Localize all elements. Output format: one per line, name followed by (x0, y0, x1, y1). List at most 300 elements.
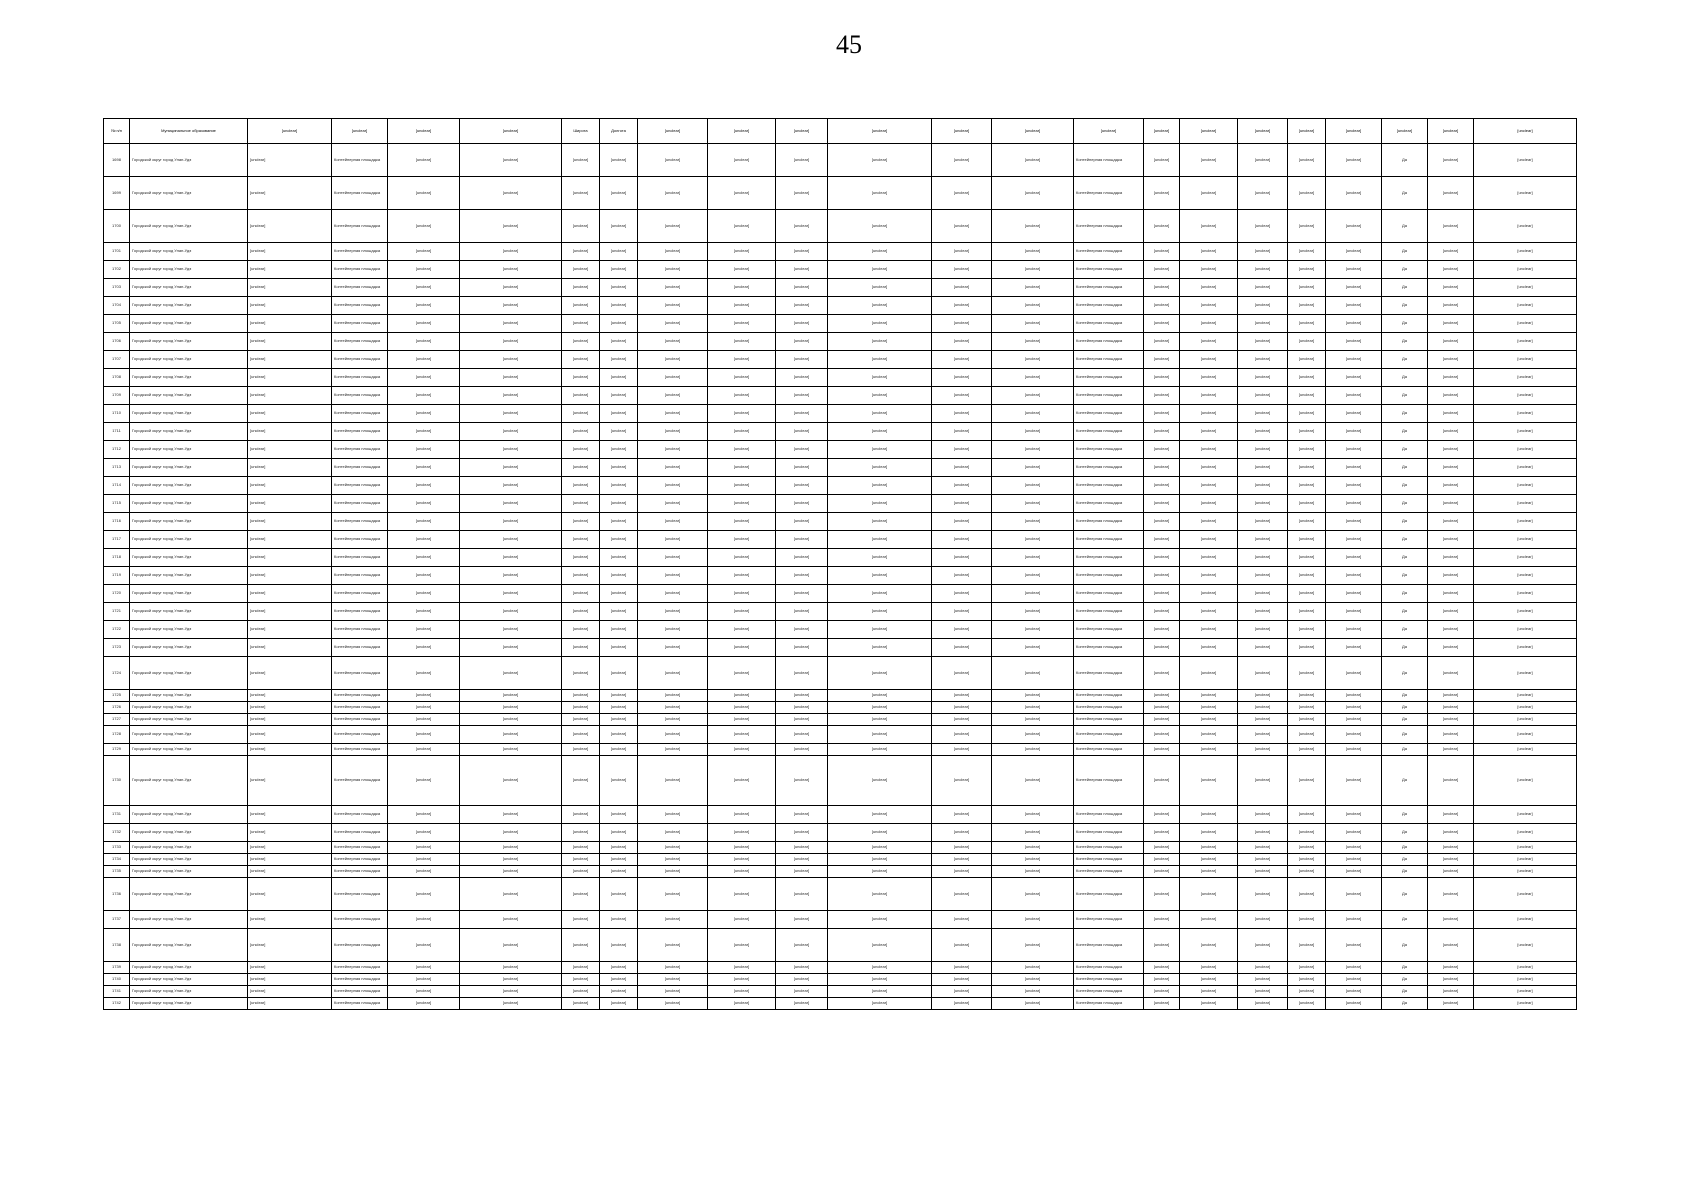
table-cell: [unclear] (638, 567, 708, 585)
table-cell: Да (1382, 824, 1428, 842)
table-row (104, 842, 1577, 854)
table-cell: [unclear] (776, 998, 828, 1010)
table-cell: [unclear] (1288, 744, 1326, 756)
table-cell: Контейнерная площадка (332, 854, 388, 866)
table-cell: Контейнерная площадка (332, 567, 388, 585)
table-cell: [unclear] (708, 177, 776, 210)
table-cell: 1739 (104, 962, 130, 974)
table-cell: [unclear] (248, 495, 332, 513)
table-cell: [unclear] (776, 351, 828, 369)
table-cell: [unclear] (1326, 690, 1382, 702)
table-cell: [unclear] (1144, 726, 1180, 744)
table-cell: 1703 (104, 279, 130, 297)
table-cell: [unclear] (1326, 806, 1382, 824)
table-cell: [unclear] (1238, 459, 1288, 477)
table-row (104, 603, 1577, 621)
table-cell: Городской округ город Улан-Удэ (130, 866, 248, 878)
table-cell: [unclear] (828, 513, 932, 531)
table-cell: [unclear] (828, 333, 932, 351)
table-cell: [unclear] (828, 842, 932, 854)
table-cell: [unclear] (562, 297, 600, 315)
table-cell: [unclear] (1180, 621, 1238, 639)
table-cell: [unclear] (776, 210, 828, 243)
table-cell: [unclear] (1288, 878, 1326, 911)
table-cell: [unclear] (600, 210, 638, 243)
table-cell: [unclear] (248, 243, 332, 261)
table-cell: [unclear] (460, 144, 562, 177)
table-cell: [unclear] (562, 459, 600, 477)
table-cell: Контейнерная площадка (1074, 824, 1144, 842)
table-cell: [unclear] (1288, 690, 1326, 702)
table-cell: [unclear] (460, 603, 562, 621)
table-cell: [unclear] (600, 351, 638, 369)
table-cell: [unclear] (1180, 986, 1238, 998)
table-cell: [unclear] (1238, 315, 1288, 333)
table-cell: 1741 (104, 986, 130, 998)
table-cell: [unclear] (992, 986, 1074, 998)
table-cell: [unclear] (1474, 962, 1577, 974)
table-cell: Контейнерная площадка (332, 911, 388, 929)
table-cell: [unclear] (562, 998, 600, 1010)
table-cell: Городской округ город Улан-Удэ (130, 387, 248, 405)
table-row (104, 441, 1577, 459)
table-cell: [unclear] (1428, 639, 1474, 657)
table-cell: [unclear] (1180, 315, 1238, 333)
table-cell: [unclear] (992, 405, 1074, 423)
table-cell: [unclear] (460, 315, 562, 333)
table-cell: [unclear] (1288, 998, 1326, 1010)
table-cell: [unclear] (1144, 351, 1180, 369)
table-cell: [unclear] (562, 621, 600, 639)
table-cell: Городской округ город Улан-Удэ (130, 459, 248, 477)
table-cell: [unclear] (1144, 974, 1180, 986)
table-cell: [unclear] (1326, 567, 1382, 585)
table-cell: [unclear] (1428, 261, 1474, 279)
table-cell: [unclear] (460, 567, 562, 585)
table-cell: [unclear] (1238, 243, 1288, 261)
table-cell: Контейнерная площадка (332, 974, 388, 986)
registry-table (103, 118, 1577, 1010)
table-cell: [unclear] (992, 726, 1074, 744)
table-cell: [unclear] (828, 423, 932, 441)
table-cell: Городской округ город Улан-Удэ (130, 929, 248, 962)
table-cell: [unclear] (1428, 744, 1474, 756)
table-cell: Контейнерная площадка (332, 531, 388, 549)
table-cell: [unclear] (1180, 726, 1238, 744)
table-cell: [unclear] (1326, 866, 1382, 878)
table-cell: [unclear] (1288, 866, 1326, 878)
table-cell: Контейнерная площадка (332, 279, 388, 297)
table-cell: [unclear] (460, 423, 562, 441)
table-cell: [unclear] (1144, 744, 1180, 756)
table-cell: [unclear] (828, 531, 932, 549)
table-cell: [unclear] (1326, 459, 1382, 477)
table-cell: Да (1382, 567, 1428, 585)
table-cell: Городской округ город Улан-Удэ (130, 567, 248, 585)
table-cell: [unclear] (600, 639, 638, 657)
table-cell: [unclear] (388, 279, 460, 297)
table-cell: [unclear] (932, 842, 992, 854)
table-cell: Городской округ город Улан-Удэ (130, 279, 248, 297)
table-cell: [unclear] (776, 756, 828, 806)
table-cell: [unclear] (1144, 621, 1180, 639)
table-cell: Городской округ город Улан-Удэ (130, 702, 248, 714)
table-cell: [unclear] (600, 726, 638, 744)
table-cell: [unclear] (776, 531, 828, 549)
table-row (104, 702, 1577, 714)
table-cell: [unclear] (828, 495, 932, 513)
table-cell: [unclear] (1144, 333, 1180, 351)
table-cell: [unclear] (1326, 824, 1382, 842)
table-cell: [unclear] (600, 441, 638, 459)
table-cell: [unclear] (638, 756, 708, 806)
table-cell: 1729 (104, 744, 130, 756)
table-cell: [unclear] (708, 986, 776, 998)
table-cell: Да (1382, 531, 1428, 549)
table-cell: [unclear] (1180, 210, 1238, 243)
table-cell: 1733 (104, 842, 130, 854)
table-cell: [unclear] (776, 567, 828, 585)
table-cell: [unclear] (248, 998, 332, 1010)
table-cell: [unclear] (1144, 585, 1180, 603)
table-cell: [unclear] (638, 177, 708, 210)
table-cell: [unclear] (1288, 854, 1326, 866)
table-cell: [unclear] (828, 854, 932, 866)
table-cell: [unclear] (562, 929, 600, 962)
table-cell: Контейнерная площадка (1074, 351, 1144, 369)
table-cell: [unclear] (1428, 210, 1474, 243)
table-cell: [unclear] (248, 441, 332, 459)
table-header-row (104, 119, 1577, 144)
table-cell: [unclear] (1428, 459, 1474, 477)
table-cell: [unclear] (1288, 333, 1326, 351)
table-cell: [unclear] (992, 866, 1074, 878)
table-cell: [unclear] (460, 690, 562, 702)
table-cell: [unclear] (1326, 854, 1382, 866)
table-cell: [unclear] (1428, 333, 1474, 351)
table-cell: Контейнерная площадка (332, 210, 388, 243)
table-cell: Контейнерная площадка (1074, 911, 1144, 929)
table-cell: [unclear] (708, 441, 776, 459)
column-header: [unclear] (1144, 119, 1180, 144)
table-cell: [unclear] (638, 702, 708, 714)
table-cell: [unclear] (828, 714, 932, 726)
table-cell: [unclear] (600, 495, 638, 513)
table-cell: [unclear] (460, 824, 562, 842)
table-cell: [unclear] (600, 744, 638, 756)
table-cell: [unclear] (638, 657, 708, 690)
table-cell: [unclear] (992, 690, 1074, 702)
table-cell: [unclear] (1428, 702, 1474, 714)
table-cell: [unclear] (248, 866, 332, 878)
table-cell: [unclear] (828, 585, 932, 603)
table-cell: [unclear] (932, 297, 992, 315)
column-header: Муниципальное образование (130, 119, 248, 144)
table-cell: [unclear] (1474, 929, 1577, 962)
table-cell: [unclear] (1238, 441, 1288, 459)
table-cell: [unclear] (1144, 962, 1180, 974)
table-cell: 1742 (104, 998, 130, 1010)
table-cell: 1712 (104, 441, 130, 459)
table-cell: [unclear] (248, 387, 332, 405)
table-cell: [unclear] (932, 585, 992, 603)
table-cell: [unclear] (1144, 261, 1180, 279)
table-cell: 1709 (104, 387, 130, 405)
table-cell: [unclear] (248, 603, 332, 621)
table-cell: [unclear] (1180, 423, 1238, 441)
table-cell: [unclear] (1474, 998, 1577, 1010)
table-cell: Контейнерная площадка (1074, 842, 1144, 854)
table-cell: [unclear] (992, 243, 1074, 261)
table-cell: 1730 (104, 756, 130, 806)
table-cell: Контейнерная площадка (1074, 929, 1144, 962)
table-cell: [unclear] (992, 567, 1074, 585)
table-cell: [unclear] (932, 243, 992, 261)
table-cell: Да (1382, 854, 1428, 866)
table-cell: [unclear] (1180, 824, 1238, 842)
table-cell: [unclear] (828, 144, 932, 177)
table-cell: [unclear] (600, 702, 638, 714)
table-row (104, 333, 1577, 351)
table-cell: [unclear] (460, 998, 562, 1010)
table-cell: [unclear] (562, 441, 600, 459)
table-cell: Городской округ город Улан-Удэ (130, 549, 248, 567)
table-cell: Контейнерная площадка (1074, 639, 1144, 657)
table-cell: [unclear] (600, 513, 638, 531)
table-cell: [unclear] (1474, 177, 1577, 210)
table-cell: Да (1382, 549, 1428, 567)
table-cell: [unclear] (388, 702, 460, 714)
table-cell: [unclear] (248, 315, 332, 333)
table-cell: [unclear] (1474, 806, 1577, 824)
table-cell: [unclear] (248, 477, 332, 495)
table-cell: [unclear] (388, 744, 460, 756)
table-cell: [unclear] (1144, 878, 1180, 911)
table-cell: [unclear] (1428, 243, 1474, 261)
table-cell: Контейнерная площадка (1074, 690, 1144, 702)
table-cell: [unclear] (1288, 842, 1326, 854)
table-cell: [unclear] (1288, 911, 1326, 929)
table-cell: 1731 (104, 806, 130, 824)
table-cell: [unclear] (1144, 243, 1180, 261)
table-cell: [unclear] (992, 261, 1074, 279)
table-row (104, 986, 1577, 998)
table-cell: [unclear] (1180, 842, 1238, 854)
table-cell: [unclear] (828, 726, 932, 744)
table-cell: Контейнерная площадка (1074, 603, 1144, 621)
table-cell: [unclear] (932, 549, 992, 567)
table-cell: Городской округ город Улан-Удэ (130, 585, 248, 603)
table-cell: [unclear] (828, 441, 932, 459)
table-cell: [unclear] (708, 639, 776, 657)
table-cell: Контейнерная площадка (332, 621, 388, 639)
table-cell: [unclear] (600, 690, 638, 702)
table-cell: [unclear] (600, 756, 638, 806)
table-cell: [unclear] (638, 477, 708, 495)
table-cell: [unclear] (932, 261, 992, 279)
table-cell: [unclear] (562, 986, 600, 998)
table-cell: [unclear] (776, 806, 828, 824)
table-cell: [unclear] (992, 351, 1074, 369)
table-cell: [unclear] (1326, 423, 1382, 441)
table-cell: [unclear] (388, 639, 460, 657)
table-cell: [unclear] (248, 726, 332, 744)
table-cell: [unclear] (1238, 744, 1288, 756)
table-cell: [unclear] (776, 144, 828, 177)
table-cell: [unclear] (1288, 177, 1326, 210)
table-cell: [unclear] (1326, 387, 1382, 405)
table-cell: [unclear] (562, 962, 600, 974)
table-cell: [unclear] (932, 998, 992, 1010)
table-cell: Контейнерная площадка (1074, 297, 1144, 315)
table-cell: [unclear] (1144, 423, 1180, 441)
table-cell: [unclear] (460, 369, 562, 387)
table-cell: [unclear] (562, 567, 600, 585)
table-cell: [unclear] (388, 962, 460, 974)
table-cell: [unclear] (1326, 744, 1382, 756)
table-cell: [unclear] (1180, 962, 1238, 974)
table-cell: [unclear] (600, 405, 638, 423)
table-cell: [unclear] (1428, 441, 1474, 459)
table-cell: Да (1382, 459, 1428, 477)
table-cell: [unclear] (600, 243, 638, 261)
table-cell: [unclear] (776, 369, 828, 387)
table-cell: [unclear] (1288, 549, 1326, 567)
table-cell: [unclear] (638, 962, 708, 974)
table-cell: [unclear] (1474, 842, 1577, 854)
table-cell: [unclear] (992, 441, 1074, 459)
table-cell: [unclear] (828, 297, 932, 315)
table-cell: Контейнерная площадка (332, 177, 388, 210)
table-cell: Контейнерная площадка (332, 351, 388, 369)
table-cell: [unclear] (932, 144, 992, 177)
table-cell: [unclear] (828, 549, 932, 567)
table-cell: [unclear] (460, 261, 562, 279)
table-cell: [unclear] (1288, 441, 1326, 459)
table-cell: Да (1382, 315, 1428, 333)
column-header: [unclear] (1288, 119, 1326, 144)
table-cell: [unclear] (460, 333, 562, 351)
table-cell: [unclear] (562, 639, 600, 657)
table-cell: [unclear] (992, 657, 1074, 690)
table-cell: [unclear] (776, 279, 828, 297)
table-cell: [unclear] (828, 279, 932, 297)
table-cell: [unclear] (776, 824, 828, 842)
table-cell: [unclear] (708, 549, 776, 567)
table-cell: [unclear] (1474, 477, 1577, 495)
table-cell: [unclear] (708, 405, 776, 423)
table-cell: [unclear] (1288, 144, 1326, 177)
table-cell: [unclear] (1180, 333, 1238, 351)
table-cell: [unclear] (992, 702, 1074, 714)
column-header: [unclear] (776, 119, 828, 144)
table-cell: [unclear] (600, 911, 638, 929)
table-cell: [unclear] (638, 369, 708, 387)
table-cell: [unclear] (932, 690, 992, 702)
table-cell: [unclear] (932, 657, 992, 690)
table-cell: [unclear] (1238, 513, 1288, 531)
table-cell: [unclear] (388, 177, 460, 210)
table-cell: [unclear] (708, 911, 776, 929)
table-cell: [unclear] (460, 744, 562, 756)
table-cell: [unclear] (1428, 177, 1474, 210)
table-cell: [unclear] (1238, 144, 1288, 177)
table-cell: [unclear] (1428, 603, 1474, 621)
table-body (104, 144, 1577, 1010)
table-cell: Контейнерная площадка (1074, 315, 1144, 333)
table-cell: Городской округ город Улан-Удэ (130, 333, 248, 351)
table-cell: [unclear] (992, 333, 1074, 351)
table-cell: [unclear] (460, 585, 562, 603)
table-cell: [unclear] (1238, 714, 1288, 726)
table-cell: [unclear] (460, 854, 562, 866)
table-cell: [unclear] (460, 177, 562, 210)
table-cell: 1735 (104, 866, 130, 878)
table-cell: [unclear] (1180, 866, 1238, 878)
table-cell: [unclear] (600, 866, 638, 878)
table-cell: [unclear] (1288, 387, 1326, 405)
table-cell: [unclear] (708, 567, 776, 585)
table-cell: 1707 (104, 351, 130, 369)
table-cell: Контейнерная площадка (332, 878, 388, 911)
table-cell: 1718 (104, 549, 130, 567)
table-cell: [unclear] (828, 210, 932, 243)
table-cell: Да (1382, 333, 1428, 351)
table-cell: [unclear] (776, 621, 828, 639)
table-cell: [unclear] (638, 974, 708, 986)
table-cell: [unclear] (1180, 369, 1238, 387)
table-cell: Контейнерная площадка (1074, 702, 1144, 714)
table-cell: 1698 (104, 144, 130, 177)
table-cell: [unclear] (828, 657, 932, 690)
table-cell: [unclear] (1428, 531, 1474, 549)
table-cell: [unclear] (1288, 210, 1326, 243)
table-cell: [unclear] (932, 702, 992, 714)
table-cell: [unclear] (388, 297, 460, 315)
table-row (104, 549, 1577, 567)
table-cell: Контейнерная площадка (332, 261, 388, 279)
table-cell: [unclear] (1326, 210, 1382, 243)
table-cell: [unclear] (708, 702, 776, 714)
table-cell: [unclear] (1474, 854, 1577, 866)
table-cell: [unclear] (600, 297, 638, 315)
table-cell: [unclear] (776, 744, 828, 756)
table-cell: [unclear] (1288, 495, 1326, 513)
table-cell: [unclear] (932, 621, 992, 639)
table-cell: [unclear] (460, 210, 562, 243)
table-cell: [unclear] (638, 929, 708, 962)
table-row (104, 824, 1577, 842)
table-cell: [unclear] (992, 962, 1074, 974)
table-cell: [unclear] (1326, 144, 1382, 177)
table-cell: [unclear] (1428, 756, 1474, 806)
table-cell: [unclear] (1238, 756, 1288, 806)
table-cell: [unclear] (248, 854, 332, 866)
table-cell: [unclear] (776, 929, 828, 962)
table-cell: [unclear] (1180, 998, 1238, 1010)
table-cell: [unclear] (1428, 387, 1474, 405)
table-cell: [unclear] (1474, 986, 1577, 998)
table-cell: [unclear] (1238, 297, 1288, 315)
table-cell: [unclear] (248, 459, 332, 477)
table-cell: [unclear] (776, 243, 828, 261)
table-cell: [unclear] (1238, 495, 1288, 513)
table-cell: Контейнерная площадка (1074, 513, 1144, 531)
table-cell: [unclear] (1326, 333, 1382, 351)
table-cell: [unclear] (1428, 585, 1474, 603)
table-cell: [unclear] (992, 842, 1074, 854)
table-cell: [unclear] (1428, 806, 1474, 824)
